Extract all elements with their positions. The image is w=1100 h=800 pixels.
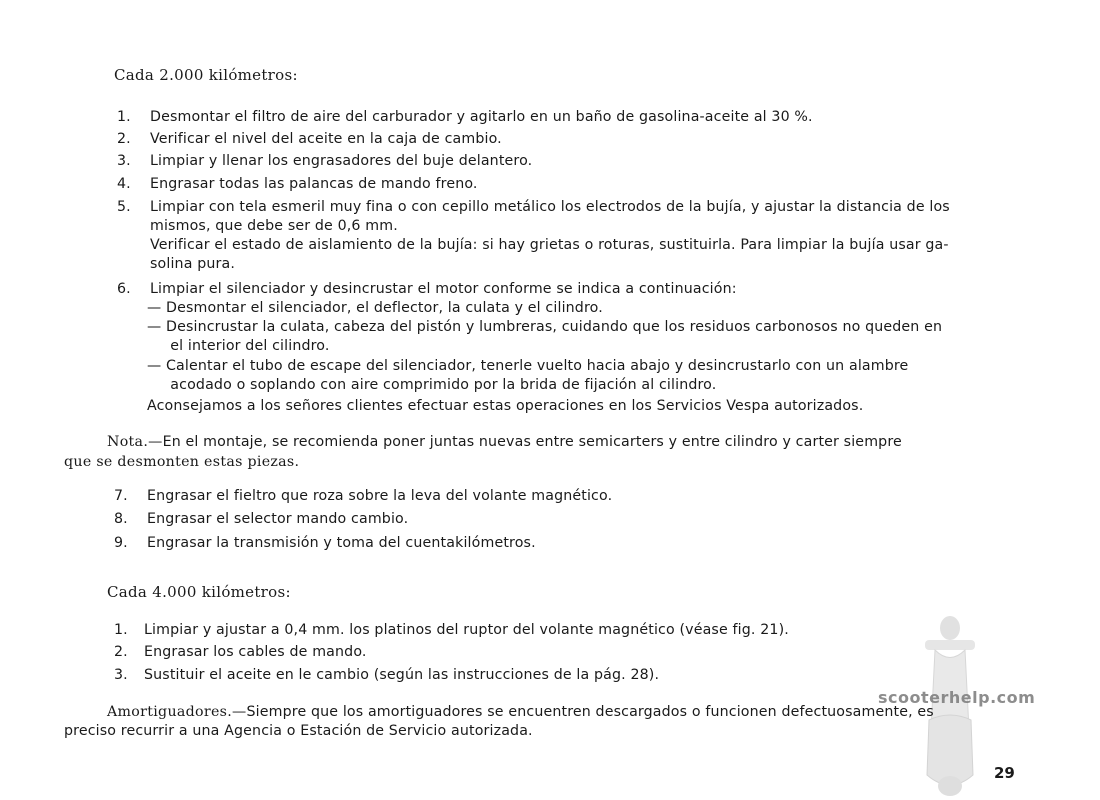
amortiguadores-line1: Siempre que los amortiguadores se encuentren descargados o funcionen defectuosamente, es bbox=[246, 704, 934, 720]
sub-item: — Desmontar el silenciador, el deflector, la culata y el cilindro. bbox=[147, 300, 603, 316]
amortiguadores-lead: Amortiguadores.— bbox=[107, 704, 247, 720]
section-heading-2000km: Cada 2.000 kilómetros: bbox=[114, 66, 298, 84]
sub-item: — Calentar el tubo de escape del silenciador, tenerle vuelto hacia abajo y desincrustarlo con un alambre acodado o soplando con aire comprimido por la brida de fijación al cilindro. bbox=[147, 358, 909, 393]
item-text: Limpiar y llenar los engrasadores del buje delantero. bbox=[150, 153, 533, 169]
item-text: Engrasar la transmisión y toma del cuentakilómetros. bbox=[147, 535, 536, 551]
amortiguadores-paragraph bbox=[107, 703, 934, 722]
item-number: 5. bbox=[117, 199, 131, 215]
nota-paragraph bbox=[107, 433, 902, 452]
item-text: Sustituir el aceite en le cambio (según las instrucciones de la pág. 28). bbox=[144, 667, 660, 683]
sub-item: — Desincrustar la culata, cabeza del pistón y lumbreras, cuidando que los residuos carbonosos no queden en el interior del cilindro. bbox=[147, 319, 943, 354]
section-heading-4000km: Cada 4.000 kilómetros: bbox=[107, 583, 291, 601]
item-text: Engrasar los cables de mando. bbox=[144, 644, 367, 660]
item-text: Engrasar todas las palancas de mando freno. bbox=[150, 176, 478, 192]
item-number: 1. bbox=[114, 622, 128, 638]
nota-line1: En el montaje, se recomienda poner juntas nuevas entre semicarters y entre cilindro y carter siempre bbox=[162, 434, 902, 450]
item-text: Limpiar con tela esmeril muy fina o con cepillo metálico los electrodos de la bujía, y ajustar la distancia de los mismos, que debe ser de 0,6 mm. Verificar el estado de aislamiento de la bujía: si hay grietas o roturas, sustituirla. Para limpiar la bujía usar ga- solina pura. bbox=[150, 199, 950, 272]
item-number: 2. bbox=[117, 131, 131, 147]
item-number: 8. bbox=[114, 511, 128, 527]
advice-text: Aconsejamos a los señores clientes efectuar estas operaciones en los Servicios Vespa autorizados. bbox=[147, 398, 864, 414]
item-number: 6. bbox=[117, 281, 131, 297]
item-text: Limpiar el silenciador y desincrustar el motor conforme se indica a continuación: bbox=[150, 281, 737, 297]
item-number: 1. bbox=[117, 109, 131, 125]
amortiguadores-line2: preciso recurrir a una Agencia o Estación de Servicio autorizada. bbox=[64, 723, 533, 739]
page-number: 29 bbox=[994, 764, 1015, 782]
item-number: 4. bbox=[117, 176, 131, 192]
item-text: Limpiar y ajustar a 0,4 mm. los platinos del ruptor del volante magnético (véase fig. 21). bbox=[144, 622, 789, 638]
item-number: 3. bbox=[114, 667, 128, 683]
item-text: Engrasar el selector mando cambio. bbox=[147, 511, 409, 527]
item-number: 7. bbox=[114, 488, 128, 504]
nota-lead: Nota.— bbox=[107, 434, 163, 450]
item-text: Engrasar el fieltro que roza sobre la leva del volante magnético. bbox=[147, 488, 613, 504]
item-text: Verificar el nivel del aceite en la caja de cambio. bbox=[150, 131, 502, 147]
nota-line2: que se desmonten estas piezas. bbox=[64, 454, 300, 470]
item-text: Desmontar el filtro de aire del carburador y agitarlo en un baño de gasolina-aceite al 30 %. bbox=[150, 109, 813, 125]
item-number: 2. bbox=[114, 644, 128, 660]
item-number: 9. bbox=[114, 535, 128, 551]
item-number: 3. bbox=[117, 153, 131, 169]
watermark-text: scooterhelp.com bbox=[878, 688, 1036, 707]
